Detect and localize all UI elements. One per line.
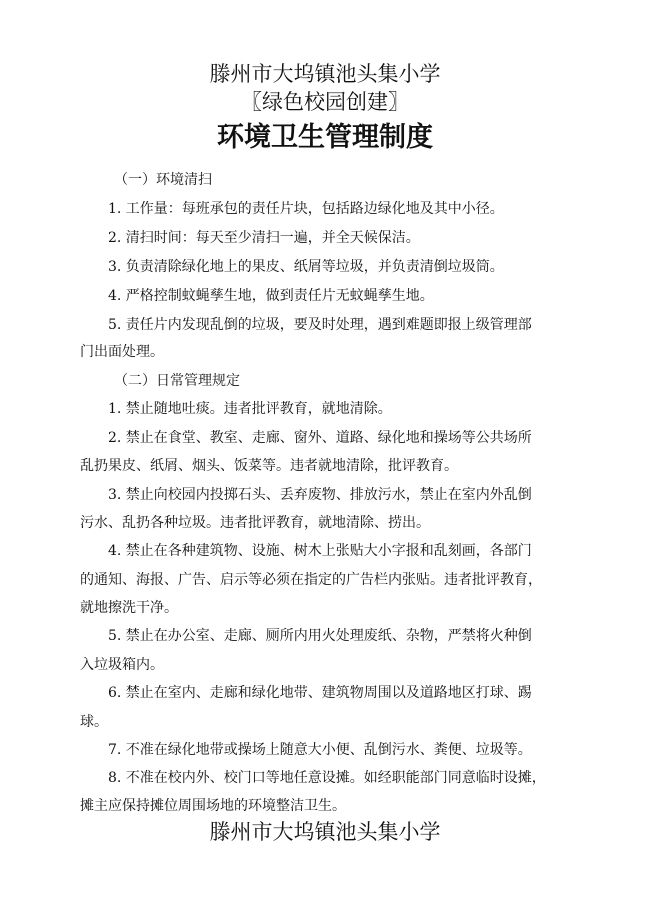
cleaning-item-1: 1. 工作量：每班承包的责任片块，包括路边绿化地及其中小径。 bbox=[108, 201, 504, 217]
rule-item-2: 2. 禁止在食堂、教室、走廊、窗外、道路、绿化地和操场等公共场所 bbox=[108, 430, 532, 446]
document-title: 环境卫生管理制度 bbox=[217, 122, 433, 153]
rule-item-8-cont: 摊主应保持摊位周围场地的环境整洁卫生。 bbox=[80, 798, 346, 814]
section-heading-cleaning: （一）环境清扫 bbox=[114, 172, 212, 188]
school-name-header: 滕州市大坞镇池头集小学 bbox=[209, 62, 441, 86]
cleaning-item-2: 2. 清扫时间：每天至少清扫一遍，并全天候保洁。 bbox=[108, 230, 420, 246]
rule-item-4: 4. 禁止在各种建筑物、设施、树木上张贴大小字报和乱刻画，各部门 bbox=[108, 543, 532, 559]
section-heading-management: （二）日常管理规定 bbox=[114, 373, 240, 389]
rule-item-2-cont: 乱扔果皮、纸屑、烟头、饭菜等。违者就地清除，批评教育。 bbox=[80, 458, 458, 474]
rule-item-7: 7. 不准在绿化地带或操场上随意大小便、乱倒污水、粪便、垃圾等。 bbox=[108, 742, 532, 758]
rule-item-3: 3. 禁止向校园内投掷石头、丢弃废物、排放污水，禁止在室内外乱倒 bbox=[108, 487, 532, 503]
rule-item-6: 6. 禁止在室内、走廊和绿化地带、建筑物周围以及道路地区打球、踢 bbox=[108, 685, 532, 701]
cleaning-item-3: 3. 负责清除绿化地上的果皮、纸屑等垃圾，并负责清倒垃圾筒。 bbox=[108, 259, 504, 275]
rule-item-5-cont: 入垃圾箱内。 bbox=[80, 657, 164, 673]
cleaning-item-5: 5. 责任片内发现乱倒的垃圾，要及时处理，遇到难题即报上级管理部 bbox=[108, 317, 532, 333]
rule-item-8: 8. 不准在校内外、校门口等地任意设摊。如经职能部门同意临时设摊， bbox=[108, 770, 546, 786]
rule-item-4-cont: 的通知、海报、广告、启示等必须在指定的广告栏内张贴。违者批评教育， bbox=[80, 572, 542, 588]
rule-item-6-cont: 球。 bbox=[80, 714, 108, 730]
rule-item-1: 1. 禁止随地吐痰。违者批评教育，就地清除。 bbox=[108, 401, 392, 417]
rule-item-5: 5. 禁止在办公室、走廊、厕所内用火处理废纸、杂物，严禁将火种倒 bbox=[108, 628, 532, 644]
subtitle: 〖绿色校园创建〗 bbox=[241, 90, 409, 114]
cleaning-item-5-cont: 门出面处理。 bbox=[80, 344, 164, 360]
cleaning-item-4: 4. 严格控制蚊蝇孳生地，做到责任片无蚊蝇孳生地。 bbox=[108, 288, 434, 304]
rule-item-4-cont2: 就地擦洗干净。 bbox=[80, 600, 178, 616]
rule-item-3-cont: 污水、乱扔各种垃圾。违者批评教育，就地清除、捞出。 bbox=[80, 515, 430, 531]
school-name-footer: 滕州市大坞镇池头集小学 bbox=[209, 820, 441, 844]
